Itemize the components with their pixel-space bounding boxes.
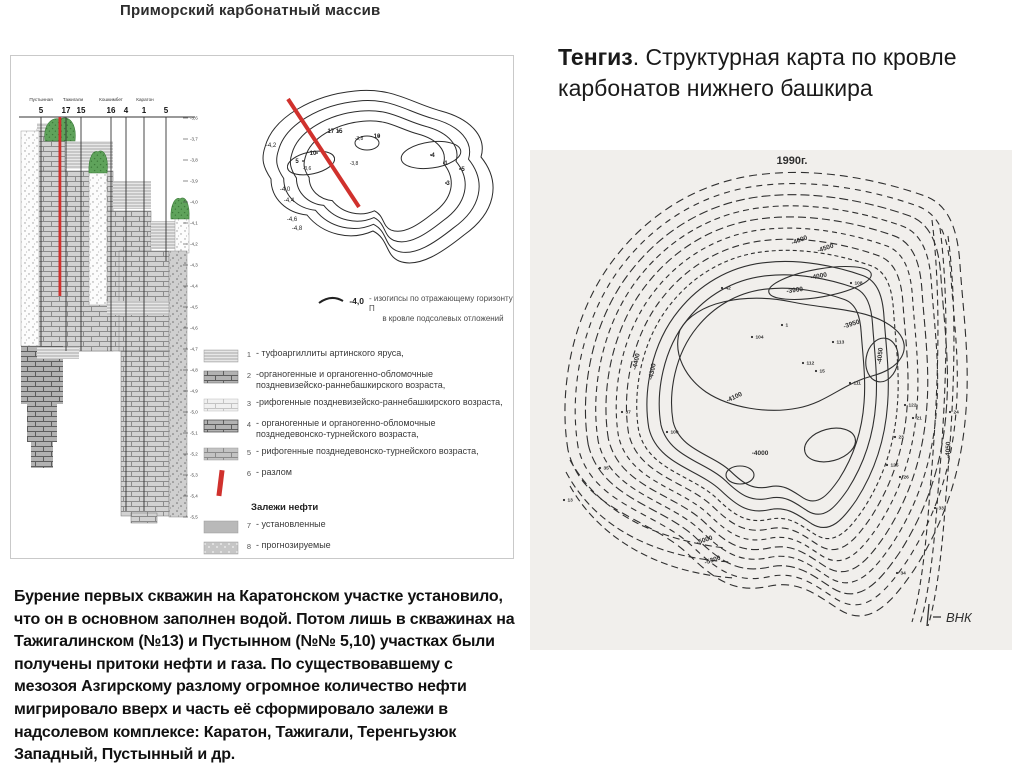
well-dot-icon [896,572,898,574]
inset-label: 10 [373,134,381,140]
inset-contour-map [259,83,509,293]
map-contour-labels [631,234,952,566]
body-paragraph: Бурение первых скважин на Каратонском участке установило, что он в основном заполнен водой. Потом лишь в скважинах на Тажигалинском (№13) и Пустынном (№№ 5,10) участках были получены притоки нефти и газа. По существовавшему с мезозоя Азгирскому разлому огромное количество нефти мигрировало вверх и часть её сформировало залежи в надсолевом комплексе: Каратон, Тажигали, Теренгьузюк Западный, Пустынный и др. [14,588,515,764]
inset-label: -4,8 [291,226,303,232]
depth-tick-label: -5,1 [190,430,198,436]
caption-line2: в кровле подсолевых отложений [382,314,504,323]
contour-value-label: -4600 [790,234,809,247]
legend-text: -органогенные и органогенно-обломочные поздневизейско-раннебашкирского возраста, [256,369,446,390]
legend-text: - установленные [256,519,326,529]
map-well-number: 26 [903,475,909,481]
inset-fault-line [288,99,359,207]
map-well-number: 15 [819,369,825,375]
fault-swatch-icon [203,468,239,498]
well-dot-icon [316,152,318,154]
legend-text: - органогенные и органогенно-обломочные позднедевонско-турнейского возраста, [256,418,436,439]
depth-tick-label: -3,9 [190,178,198,184]
map-well-number: 37 [625,410,631,416]
depth-tick-label: -4,8 [190,367,198,373]
contour-value-label: -4000 [809,271,828,282]
well-name-label: Пустынная [29,97,53,102]
well-number-label: 15 [76,106,86,115]
legend-text: - рифогенные позднедевонско-турнейского возраста, [256,446,479,456]
map-well-number: 34 [900,571,906,577]
well-dot-icon [815,370,817,372]
isohypse-caption [317,294,517,324]
map-well-number: 100 [670,430,679,436]
legend-text: - прогнозируемые [256,540,331,550]
legend-text: -рифогенные поздневизейско-раннебашкирского возраста, [256,397,503,407]
well-dot-icon [751,336,753,338]
established-swatch-icon [203,520,239,534]
depth-tick-label: -4,0 [190,199,198,205]
map-well-number: 108 [854,281,863,287]
well-name-label: Тажигали [62,97,84,102]
map-well-number: 23 [898,435,904,441]
map-well-number: 1 [785,323,789,329]
well-dot-icon [850,282,852,284]
map-well-number: 122 [908,403,917,409]
legend-item [203,540,511,555]
carbonate-body [21,118,189,523]
well-dot-icon [886,464,888,466]
legend-item [203,369,511,391]
well-dot-icon [721,287,723,289]
depth-tick-label: -4,3 [190,262,198,268]
depth-tick-label: -4,5 [190,304,198,310]
depth-tick-label: -5,5 [190,514,198,520]
map-well-number: 125 [890,463,899,469]
legend-num: 4 [246,420,251,429]
inset-label: 17 15 [327,129,343,135]
legend-item-fault [203,467,511,498]
inset-label: 5 [295,159,299,165]
caption-line1: - изогипсы по отражающему горизонту П [368,294,513,313]
legend-num: 7 [246,521,251,530]
well-number-label: 1 [141,106,147,115]
depth-tick-label: -5,0 [190,409,198,415]
inset-label: -4,6 [286,217,298,223]
well-name-label: Кошкимбет [99,97,123,102]
vnk-annotation [927,604,973,626]
inset-label: -3,8 [354,136,364,142]
legend-num: 3 [246,399,251,408]
inset-label: -4,2 [265,143,277,149]
depth-tick-label: -3,7 [190,136,198,142]
legend-num: 6 [246,469,251,478]
legend-num: 8 [246,542,251,551]
well-numbers [39,106,169,115]
well-dot-icon [832,341,834,343]
map-well-number: 42 [725,286,731,292]
tuffargillite-swatch-icon [203,349,239,363]
contour-value-label: -4300 [647,362,658,381]
forecast-swatch-icon [203,541,239,555]
caption-value: -4,0 [349,296,364,306]
well-dot-icon [949,411,951,413]
contour-value-label: -4000 [751,450,769,457]
reef-light-swatch-icon [203,398,239,412]
depth-tick-label: -4,1 [190,220,198,226]
reef-cap [171,198,189,219]
well-dot-icon [666,431,668,433]
right-title-rest: . Структурная карта по кровле карбонатов нижнего башкира [558,44,957,101]
well-number-label: 5 [163,106,169,115]
tengiz-structural-map-panel [530,150,1012,650]
map-well-number: 33 [938,506,944,512]
depth-tick-label: -4,9 [190,388,198,394]
depth-tick-label: -4,4 [190,283,198,289]
legend-item [203,418,511,440]
legend-item [203,446,511,461]
legend [203,348,511,555]
well-number-label: 16 [106,106,116,115]
legend-text: - туфоаргиллиты артинского яруса, [256,348,404,358]
legend-item [203,519,511,534]
well-dot-icon [899,476,901,478]
contour-value-label: -3900 [786,285,804,296]
map-well-number: 112 [806,361,815,367]
depth-tick-label: -5,2 [190,451,198,457]
organogenic-dark-swatch-icon [203,419,239,433]
right-title-bold: Тенгиз [558,44,633,70]
inset-label: 3 [446,181,450,187]
map-well-number: 35 [603,466,609,472]
cross-section-diagram [15,61,215,531]
map-year-label: 1990г. [776,155,808,167]
contour-value-label: -5000 [695,534,714,547]
well-dot-icon [599,467,601,469]
well-number-label: 5 [38,106,44,115]
depth-tick-label: -4,2 [190,241,198,247]
inset-label: -4,4 [283,198,295,204]
contour-value-label: -4050 [876,347,885,365]
legend-item [203,348,511,363]
oil-deposits-heading: Залежи нефти [251,502,319,513]
inset-label: 1 [444,161,448,167]
inset-label: 5 [461,167,465,173]
well-dot-icon [621,411,623,413]
left-figure-panel [10,55,514,559]
well-names [29,97,154,102]
well-dot-icon [912,417,914,419]
map-well-number: 21 [916,416,922,422]
well-dot-icon [934,507,936,509]
fault-line [59,117,62,296]
depth-tick-label: -5,3 [190,472,198,478]
well-name-label: Каратон [136,97,154,102]
vnk-label: ВНК [946,610,972,625]
contour-symbol [317,294,344,306]
well-dot-icon [904,404,906,406]
depth-tick-label: -3,6 [190,115,198,121]
map-well-number: 13 [567,498,573,504]
caption-text [369,294,517,324]
well-dot-icon [849,382,851,384]
contour-value-label: -4050 [944,441,953,459]
inset-label: 4 [431,153,435,159]
well-number-label: 17 [61,106,71,115]
right-figure-title [558,42,990,104]
depth-tick-label: -4,6 [190,325,198,331]
inset-label: -3,6 [302,166,312,172]
legend-text: - разлом [256,467,292,477]
contour-value-label: -4400 [631,352,642,371]
inset-label: -4,0 [279,187,291,193]
map-well-number: 24 [953,410,959,416]
map-well-number: 113 [836,340,845,346]
organogenic-brick-swatch-icon [203,370,239,384]
depth-tick-label: -5,4 [190,493,198,499]
legend-num: 5 [246,448,251,457]
legend-num: 1 [246,350,251,359]
map-contours [565,172,967,626]
depth-tick-label: -3,8 [190,157,198,163]
slide-title: Приморский карбонатный массив [120,2,381,19]
well-dot-icon [302,160,304,162]
inset-label: 10 [309,151,317,157]
well-dot-icon [802,362,804,364]
well-dot-icon [563,499,565,501]
well-number-label: 4 [123,106,129,115]
contour-value-label: -4100 [725,390,744,405]
contour-value-label: -3950 [842,318,861,331]
contour-value-label: -4500 [816,242,835,255]
reef-gray-swatch-icon [203,447,239,461]
legend-num: 2 [246,371,251,380]
well-dot-icon [781,324,783,326]
legend-item [203,397,511,412]
depth-tick-label: -4,7 [190,346,198,352]
contour-value-label: -5300 [703,554,722,567]
well-dot-icon [894,436,896,438]
map-well-number: 104 [755,335,764,341]
inset-label: -3,8 [349,161,359,167]
tengiz-contour-map [530,150,1012,650]
map-well-number: 111 [853,381,861,387]
